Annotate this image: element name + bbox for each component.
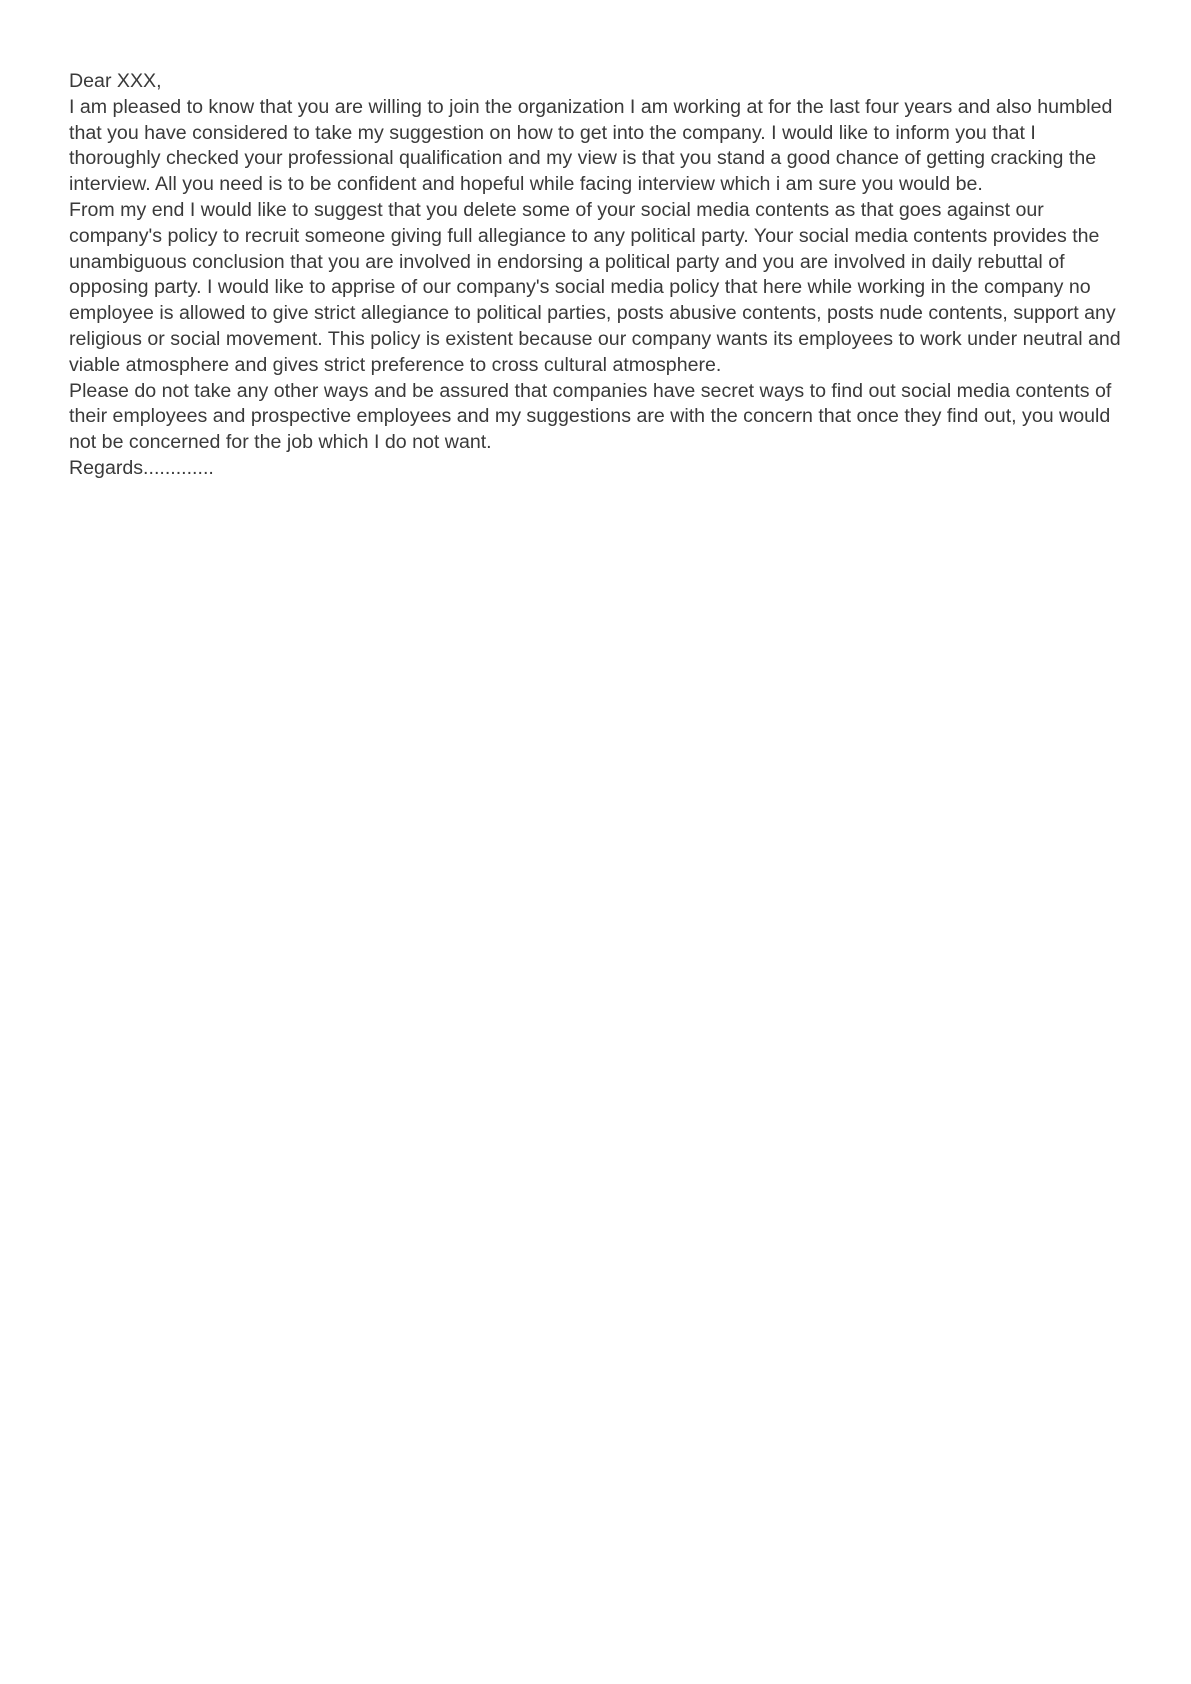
- closing: Regards.............: [69, 456, 214, 479]
- paragraph-warning: Please do not take any other ways and be assured that companies have secret ways to find out social media contents of their employees and prospective employees and my suggestions are with the concern that once they find out, you would not be concerned for the job which I do not want.: [69, 379, 1112, 454]
- paragraph-social-media-policy: From my end I would like to suggest that you delete some of your social media contents as that goes against our company's policy to recruit someone giving full allegiance to any political party. Your social media contents provides the unambiguous conclusion that you are involved in endorsing a political party and you are involved in daily rebuttal of opposing party. I would like to apprise of our company's social media policy that here while working in the company no employee is allowed to give strict allegiance to political parties, posts abusive contents, posts nude contents, support any religious or social movement. This policy is existent because our company wants its employees to work under neutral and viable atmosphere and gives strict preference to cross cultural atmosphere.: [69, 198, 1121, 376]
- salutation: Dear XXX,: [69, 70, 162, 92]
- paragraph-intro: I am pleased to know that you are willing to join the organization I am working at for the last four years and also humbled that you have considered to take my suggestion on how to get into the company. I would like to inform you that I thoroughly checked your professional qualification and my view is that you stand a good chance of getting cracking the interview. All you need is to be confident and hopeful while facing interview which i am sure you would be.: [69, 95, 1113, 196]
- letter-body: [69, 69, 1125, 482]
